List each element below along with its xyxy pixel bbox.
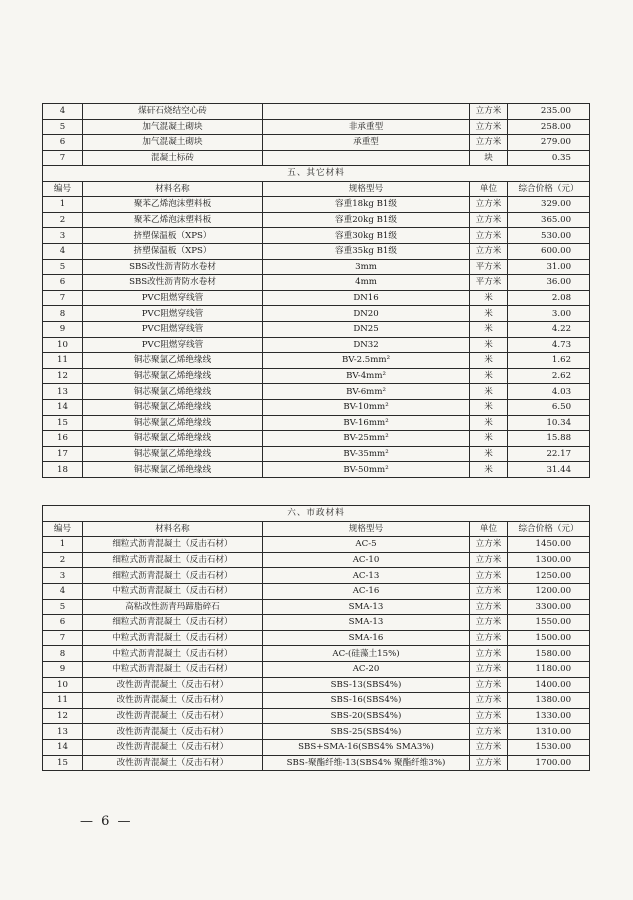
- cell-price: 31.44: [508, 462, 590, 478]
- cell-price: 22.17: [508, 446, 590, 462]
- cell-unit: 平方米: [470, 275, 508, 291]
- cell-no: 10: [43, 337, 83, 353]
- cell-material-name: 改性沥青混凝土（反击石材）: [83, 724, 263, 740]
- section-title: 六、市政材料: [43, 506, 590, 522]
- cell-no: 3: [43, 568, 83, 584]
- header-name: 材料名称: [83, 521, 263, 537]
- cell-unit: 米: [470, 353, 508, 369]
- cell-price: 1700.00: [508, 755, 590, 771]
- cell-material-name: 中粒式沥青混凝土（反击石材）: [83, 646, 263, 662]
- cell-price: 1.62: [508, 353, 590, 369]
- table-row: [43, 197, 590, 213]
- cell-spec: AC-13: [263, 568, 470, 584]
- header-no: 编号: [43, 181, 83, 197]
- cell-spec: 容重30kg B1级: [263, 228, 470, 244]
- cell-unit: 米: [470, 306, 508, 322]
- cell-no: 14: [43, 739, 83, 755]
- cell-no: 3: [43, 228, 83, 244]
- cell-material-name: 细粒式沥青混凝土（反击石材）: [83, 552, 263, 568]
- header-unit: 单位: [470, 521, 508, 537]
- cell-spec: AC-16: [263, 583, 470, 599]
- cell-no: 5: [43, 599, 83, 615]
- cell-no: 6: [43, 275, 83, 291]
- cell-spec: AC-20: [263, 661, 470, 677]
- cell-no: 1: [43, 537, 83, 553]
- cell-unit: 立方米: [470, 630, 508, 646]
- table-row: [43, 708, 590, 724]
- cell-spec: 非承重型: [263, 119, 470, 135]
- cell-spec: SBS-聚酯纤维-13(SBS4% 聚酯纤维3%): [263, 755, 470, 771]
- table-row: [43, 104, 590, 120]
- table-row: [43, 384, 590, 400]
- cell-material-name: 高粘改性沥青玛蹄脂碎石: [83, 599, 263, 615]
- cell-material-name: 聚苯乙烯泡沫塑料板: [83, 197, 263, 213]
- cell-unit: 米: [470, 384, 508, 400]
- cell-unit: 米: [470, 290, 508, 306]
- header-spec: 规格型号: [263, 521, 470, 537]
- cell-material-name: 中粒式沥青混凝土（反击石材）: [83, 661, 263, 677]
- cell-no: 8: [43, 646, 83, 662]
- cell-spec: BV-10mm²: [263, 399, 470, 415]
- cell-unit: 立方米: [470, 646, 508, 662]
- cell-spec: AC-10: [263, 552, 470, 568]
- cell-spec: 容重18kg B1级: [263, 197, 470, 213]
- cell-no: 12: [43, 708, 83, 724]
- cell-material-name: 改性沥青混凝土（反击石材）: [83, 693, 263, 709]
- cell-unit: 立方米: [470, 739, 508, 755]
- cell-material-name: 铜芯聚氯乙烯绝缘线: [83, 368, 263, 384]
- cell-no: 7: [43, 290, 83, 306]
- cell-unit: 立方米: [470, 677, 508, 693]
- table-row: [43, 724, 590, 740]
- section-title: 五、其它材料: [43, 166, 590, 182]
- table-row: [43, 568, 590, 584]
- cell-unit: 立方米: [470, 599, 508, 615]
- cell-no: 6: [43, 615, 83, 631]
- cell-price: 3.00: [508, 306, 590, 322]
- cell-price: 2.08: [508, 290, 590, 306]
- cell-price: 0.35: [508, 150, 590, 166]
- cell-material-name: PVC阻燃穿线管: [83, 290, 263, 306]
- cell-unit: 平方米: [470, 259, 508, 275]
- table-row: [43, 599, 590, 615]
- cell-material-name: 细粒式沥青混凝土（反击石材）: [83, 537, 263, 553]
- cell-material-name: 改性沥青混凝土（反击石材）: [83, 708, 263, 724]
- cell-spec: SBS-25(SBS4%): [263, 724, 470, 740]
- masonry-materials-table: [42, 103, 590, 166]
- table-row: [43, 415, 590, 431]
- cell-no: 9: [43, 321, 83, 337]
- cell-unit: 米: [470, 415, 508, 431]
- cell-material-name: PVC阻燃穿线管: [83, 321, 263, 337]
- cell-price: 4.73: [508, 337, 590, 353]
- cell-unit: 立方米: [470, 243, 508, 259]
- cell-unit: 米: [470, 446, 508, 462]
- cell-spec: AC-5: [263, 537, 470, 553]
- table-row: [43, 399, 590, 415]
- cell-no: 11: [43, 353, 83, 369]
- cell-spec: BV-35mm²: [263, 446, 470, 462]
- cell-no: 7: [43, 150, 83, 166]
- cell-price: 1580.00: [508, 646, 590, 662]
- cell-price: 1450.00: [508, 537, 590, 553]
- cell-price: 1380.00: [508, 693, 590, 709]
- cell-spec: BV-50mm²: [263, 462, 470, 478]
- cell-unit: 立方米: [470, 537, 508, 553]
- cell-unit: 立方米: [470, 693, 508, 709]
- table-row: [43, 275, 590, 291]
- cell-spec: 容重35kg B1级: [263, 243, 470, 259]
- cell-unit: 米: [470, 321, 508, 337]
- cell-no: 13: [43, 384, 83, 400]
- table-row: [43, 243, 590, 259]
- table-row: [43, 537, 590, 553]
- cell-material-name: SBS改性沥青防水卷材: [83, 259, 263, 275]
- other-materials-body: [43, 197, 590, 478]
- cell-unit: 立方米: [470, 212, 508, 228]
- cell-spec: 3mm: [263, 259, 470, 275]
- table-row: [43, 368, 590, 384]
- cell-price: 258.00: [508, 119, 590, 135]
- cell-material-name: 铜芯聚氯乙烯绝缘线: [83, 415, 263, 431]
- cell-unit: 立方米: [470, 104, 508, 120]
- cell-unit: 米: [470, 431, 508, 447]
- cell-spec: BV-16mm²: [263, 415, 470, 431]
- cell-material-name: 加气混凝土砌块: [83, 135, 263, 151]
- cell-price: 1310.00: [508, 724, 590, 740]
- cell-unit: 立方米: [470, 552, 508, 568]
- cell-material-name: 中粒式沥青混凝土（反击石材）: [83, 630, 263, 646]
- cell-no: 10: [43, 677, 83, 693]
- cell-material-name: 铜芯聚氯乙烯绝缘线: [83, 399, 263, 415]
- table-row: [43, 353, 590, 369]
- municipal-materials-table: [42, 505, 590, 771]
- table-row: [43, 661, 590, 677]
- cell-material-name: 中粒式沥青混凝土（反击石材）: [83, 583, 263, 599]
- cell-unit: 立方米: [470, 197, 508, 213]
- table-row: [43, 306, 590, 322]
- table-row: [43, 693, 590, 709]
- cell-unit: 米: [470, 337, 508, 353]
- cell-no: 4: [43, 104, 83, 120]
- other-materials-table: [42, 165, 590, 478]
- header-no: 编号: [43, 521, 83, 537]
- header-price: 综合价格（元）: [508, 181, 590, 197]
- cell-unit: 立方米: [470, 755, 508, 771]
- cell-no: 4: [43, 243, 83, 259]
- cell-spec: SMA-13: [263, 615, 470, 631]
- municipal-materials-body: [43, 537, 590, 771]
- cell-spec: SBS-20(SBS4%): [263, 708, 470, 724]
- cell-unit: 立方米: [470, 119, 508, 135]
- cell-no: 18: [43, 462, 83, 478]
- cell-material-name: 铜芯聚氯乙烯绝缘线: [83, 446, 263, 462]
- table-row: [43, 337, 590, 353]
- cell-price: 6.50: [508, 399, 590, 415]
- table-header-row: [43, 521, 590, 537]
- cell-no: 9: [43, 661, 83, 677]
- cell-no: 17: [43, 446, 83, 462]
- cell-spec: AC-(硅藻土15%): [263, 646, 470, 662]
- cell-no: 13: [43, 724, 83, 740]
- section-title-row: [43, 506, 590, 522]
- cell-material-name: PVC阻燃穿线管: [83, 306, 263, 322]
- cell-spec: BV-4mm²: [263, 368, 470, 384]
- table-row: [43, 228, 590, 244]
- table-row: [43, 290, 590, 306]
- section-title-row: [43, 166, 590, 182]
- cell-unit: 立方米: [470, 724, 508, 740]
- cell-price: 10.34: [508, 415, 590, 431]
- cell-no: 15: [43, 415, 83, 431]
- cell-no: 16: [43, 431, 83, 447]
- table-row: [43, 615, 590, 631]
- cell-no: 11: [43, 693, 83, 709]
- cell-material-name: PVC阻燃穿线管: [83, 337, 263, 353]
- cell-spec: SBS+SMA-16(SBS4% SMA3%): [263, 739, 470, 755]
- cell-spec: [263, 150, 470, 166]
- header-name: 材料名称: [83, 181, 263, 197]
- cell-spec: BV-6mm²: [263, 384, 470, 400]
- cell-unit: 立方米: [470, 615, 508, 631]
- table-row: [43, 755, 590, 771]
- cell-no: 15: [43, 755, 83, 771]
- cell-spec: DN16: [263, 290, 470, 306]
- cell-no: 6: [43, 135, 83, 151]
- cell-unit: 立方米: [470, 228, 508, 244]
- table-row: [43, 212, 590, 228]
- cell-price: 1330.00: [508, 708, 590, 724]
- cell-spec: SBS-13(SBS4%): [263, 677, 470, 693]
- cell-spec: DN32: [263, 337, 470, 353]
- cell-unit: 米: [470, 399, 508, 415]
- cell-spec: 容重20kg B1级: [263, 212, 470, 228]
- cell-price: 4.22: [508, 321, 590, 337]
- cell-price: 1500.00: [508, 630, 590, 646]
- cell-material-name: 挤塑保温板（XPS）: [83, 228, 263, 244]
- cell-spec: DN25: [263, 321, 470, 337]
- cell-spec: 承重型: [263, 135, 470, 151]
- page-number: — 6 —: [80, 814, 133, 829]
- table-row: [43, 552, 590, 568]
- cell-price: 3300.00: [508, 599, 590, 615]
- table-row: [43, 446, 590, 462]
- cell-material-name: 细粒式沥青混凝土（反击石材）: [83, 615, 263, 631]
- cell-spec: SMA-13: [263, 599, 470, 615]
- cell-price: 279.00: [508, 135, 590, 151]
- cell-price: 329.00: [508, 197, 590, 213]
- table-row: [43, 150, 590, 166]
- cell-material-name: 改性沥青混凝土（反击石材）: [83, 739, 263, 755]
- table-header-row: [43, 181, 590, 197]
- cell-material-name: 挤塑保温板（XPS）: [83, 243, 263, 259]
- cell-no: 7: [43, 630, 83, 646]
- cell-price: 31.00: [508, 259, 590, 275]
- cell-price: 1400.00: [508, 677, 590, 693]
- cell-unit: 米: [470, 462, 508, 478]
- cell-no: 2: [43, 552, 83, 568]
- cell-price: 4.03: [508, 384, 590, 400]
- cell-price: 2.62: [508, 368, 590, 384]
- cell-material-name: 聚苯乙烯泡沫塑料板: [83, 212, 263, 228]
- table-row: [43, 677, 590, 693]
- cell-no: 12: [43, 368, 83, 384]
- cell-material-name: 改性沥青混凝土（反击石材）: [83, 755, 263, 771]
- cell-material-name: SBS改性沥青防水卷材: [83, 275, 263, 291]
- cell-material-name: 铜芯聚氯乙烯绝缘线: [83, 384, 263, 400]
- table-row: [43, 259, 590, 275]
- table-row: [43, 462, 590, 478]
- cell-price: 600.00: [508, 243, 590, 259]
- table-row: [43, 630, 590, 646]
- table-row: [43, 119, 590, 135]
- table-row: [43, 321, 590, 337]
- cell-spec: 4mm: [263, 275, 470, 291]
- table-row: [43, 135, 590, 151]
- cell-unit: 立方米: [470, 583, 508, 599]
- table-row: [43, 646, 590, 662]
- table-row: [43, 431, 590, 447]
- table-row: [43, 739, 590, 755]
- cell-price: 1180.00: [508, 661, 590, 677]
- cell-unit: 立方米: [470, 568, 508, 584]
- cell-price: 1550.00: [508, 615, 590, 631]
- cell-material-name: 铜芯聚氯乙烯绝缘线: [83, 462, 263, 478]
- cell-no: 5: [43, 119, 83, 135]
- cell-no: 2: [43, 212, 83, 228]
- header-spec: 规格型号: [263, 181, 470, 197]
- cell-unit: 立方米: [470, 135, 508, 151]
- cell-spec: [263, 104, 470, 120]
- cell-price: 365.00: [508, 212, 590, 228]
- cell-material-name: 铜芯聚氯乙烯绝缘线: [83, 353, 263, 369]
- cell-unit: 立方米: [470, 661, 508, 677]
- cell-material-name: 铜芯聚氯乙烯绝缘线: [83, 431, 263, 447]
- cell-price: 1200.00: [508, 583, 590, 599]
- cell-price: 15.88: [508, 431, 590, 447]
- cell-material-name: 改性沥青混凝土（反击石材）: [83, 677, 263, 693]
- cell-spec: DN20: [263, 306, 470, 322]
- table-row: [43, 583, 590, 599]
- cell-price: 530.00: [508, 228, 590, 244]
- header-price: 综合价格（元）: [508, 521, 590, 537]
- cell-no: 5: [43, 259, 83, 275]
- cell-price: 1250.00: [508, 568, 590, 584]
- cell-price: 36.00: [508, 275, 590, 291]
- cell-spec: BV-25mm²: [263, 431, 470, 447]
- cell-material-name: 加气混凝土砌块: [83, 119, 263, 135]
- cell-spec: SBS-16(SBS4%): [263, 693, 470, 709]
- cell-no: 8: [43, 306, 83, 322]
- cell-price: 235.00: [508, 104, 590, 120]
- cell-no: 14: [43, 399, 83, 415]
- cell-unit: 米: [470, 368, 508, 384]
- cell-price: 1300.00: [508, 552, 590, 568]
- masonry-materials-body: [43, 104, 590, 166]
- cell-material-name: 混凝土标砖: [83, 150, 263, 166]
- cell-no: 4: [43, 583, 83, 599]
- cell-material-name: 煤矸石烧结空心砖: [83, 104, 263, 120]
- cell-material-name: 细粒式沥青混凝土（反击石材）: [83, 568, 263, 584]
- cell-no: 1: [43, 197, 83, 213]
- cell-spec: SMA-16: [263, 630, 470, 646]
- cell-spec: BV-2.5mm²: [263, 353, 470, 369]
- cell-unit: 立方米: [470, 708, 508, 724]
- cell-unit: 块: [470, 150, 508, 166]
- header-unit: 单位: [470, 181, 508, 197]
- cell-price: 1530.00: [508, 739, 590, 755]
